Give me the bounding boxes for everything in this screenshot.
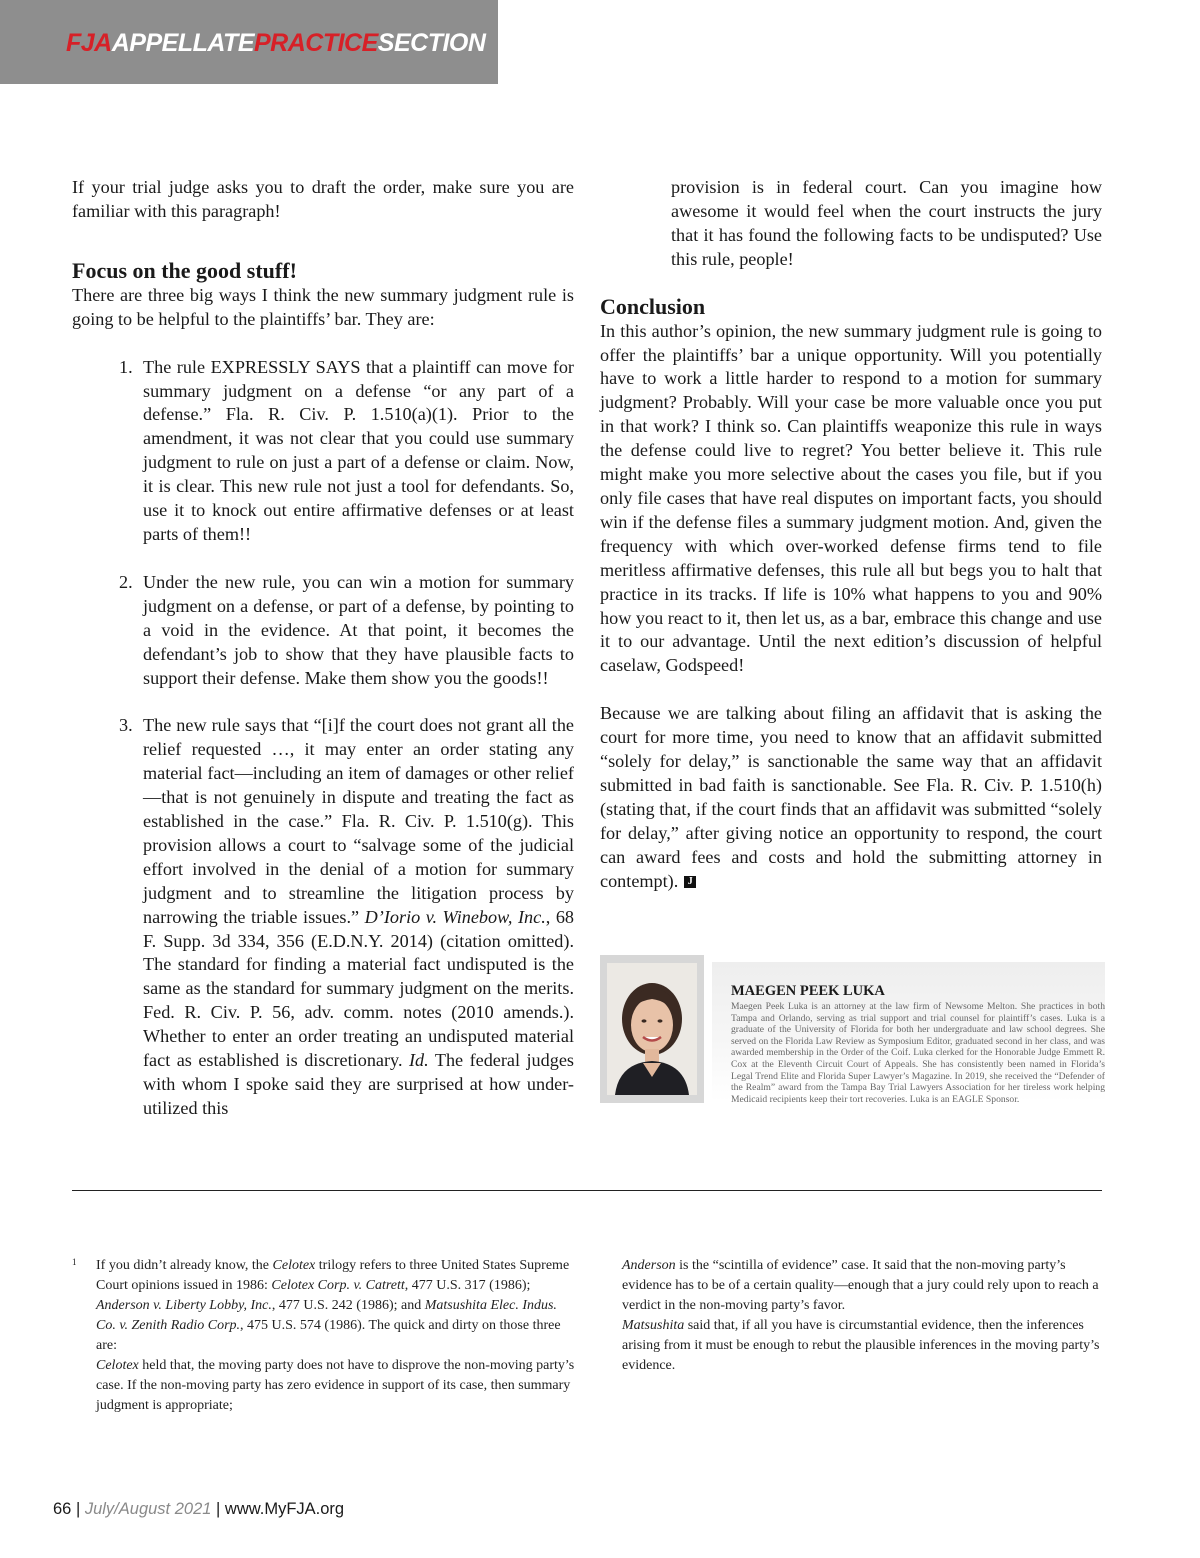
footnote-text: held that, the moving party does not have to disprove the non-moving party’s case. If the non-moving party has zero evidence in support of its case, then summary judgment is appropriate;	[96, 1358, 575, 1413]
footnote-left-column	[96, 1256, 578, 1416]
author-name: MAEGEN PEEK LUKA	[731, 983, 885, 999]
section-title	[66, 29, 485, 58]
section-title-part-practice: PRACTICE	[254, 29, 378, 57]
footnote-paragraph	[96, 1356, 578, 1416]
footer-separator: |	[216, 1500, 221, 1518]
footnote-right-column	[622, 1256, 1102, 1376]
footnote-case-name: Celotex	[272, 1258, 316, 1273]
intro-paragraph: If your trial judge asks you to draft the order, make sure you are familiar with this paragraph!	[72, 177, 574, 221]
list-item	[72, 571, 574, 691]
list-item-text-b: , 68 F. Supp. 3d 334, 356 (E.D.N.Y. 2014) (citation omitted). The standard for finding a material fact undisputed is the same as the standard for summary judgment on the merits. Fed. R. Civ. P. 56, adv. comm. notes (2010 amends.). Whether to enter an order treating an undisputed material fact as established is discretionary.	[143, 906, 575, 1071]
footnote-paragraph	[96, 1256, 578, 1356]
section-header-band	[0, 0, 498, 84]
section-title-part-section: SECTION	[377, 29, 486, 57]
footnote-paragraph	[622, 1256, 1102, 1316]
list-item	[72, 356, 574, 547]
author-portrait-icon	[607, 963, 697, 1095]
right-column	[600, 176, 1102, 893]
benefits-list	[72, 356, 574, 1121]
heading-focus-on-good-stuff: Focus on the good stuff!	[72, 257, 297, 283]
footnote-marker: 1	[72, 1257, 77, 1267]
list-item-text-c: The federal judges with whom I spoke said they are surprised at how under-utilized this	[143, 1050, 574, 1118]
footnote-text: trilogy refers to three United States Supreme Court opinions issued in 1986:	[96, 1258, 570, 1293]
end-of-article-icon: J	[684, 876, 696, 888]
footnote-paragraph	[622, 1316, 1102, 1376]
footnote-case-citation: Celotex Corp. v. Catrett	[271, 1278, 405, 1293]
footnote-text: , 477 U.S. 317 (1986);	[404, 1278, 531, 1293]
conclusion-paragraph: In this author’s opinion, the new summary judgment rule is going to offer the plaintiffs’ bar a unique opportunity. Will you potentially have to work a little harder to respond to a motion for summary judgment? Probably. Will your case be more valuable once you put in that work? I think so. Can plaintiffs weaponize this rule in ways the defense could live to regret? You better believe it. This rule might make you more selective about the cases you file, but if you only file cases that have real disputes on important facts, you should win if the defense files a summary judgment motion. And, given the frequency with which over-worked defense firms tend to file meritless affirmative defenses, this rule all but begs you to halt that practice in its tracks. If life is 10% what happens to you and 90% how you react to it, then let us, as a bar, embrace this change and use it to our advantage. Until the next edition’s discussion of helpful caselaw, Godspeed!	[600, 320, 1102, 676]
section-title-part-appellate: APPELLATE	[111, 29, 254, 57]
issue-date: July/August 2021	[84, 1500, 212, 1518]
footnote-case-name: Anderson	[622, 1258, 676, 1273]
footnote-divider	[72, 1190, 1102, 1191]
footnote-case-citation: Anderson v. Liberty Lobby, Inc.	[96, 1298, 272, 1313]
footnote-text: said that, if all you have is circumstantial evidence, then the inferences arising from it must be enough to rebut the plausible inferences in the moving party’s evidence.	[622, 1318, 1100, 1373]
affidavit-paragraph	[600, 702, 1102, 893]
list-item-number: 3.	[119, 715, 133, 736]
page-footer	[53, 1500, 344, 1519]
footnote-case-name: Celotex	[96, 1358, 139, 1373]
continuation-paragraph: provision is in federal court. Can you imagine how awesome it would feel when the court instructs the jury that it has found the following facts to be undisputed? Use this rule, people!	[671, 177, 1102, 269]
id-citation: Id.	[408, 1050, 429, 1071]
list-item-text: Under the new rule, you can win a motion for summary judgment on a defense, or part of a defense, by pointing to a void in the evidence. At that point, it becomes the defendant’s job to show that they have plausible facts to support their defense. Make them show you the goods!!	[143, 571, 574, 688]
author-bio	[731, 982, 1105, 1105]
footnote-text: If you didn’t already know, the	[96, 1258, 273, 1273]
case-citation: D’Iorio v. Winebow, Inc.	[364, 906, 546, 927]
list-item-text-a: The new rule says that “[i]f the court does not grant all the relief requested …, it may enter an order stating any material fact—including an item of damages or other relief—that is not genuinely in dispute and treating the fact as established in the case.” Fla. R. Civ. P. 1.510(g). This provision allows a court to “salvage some of the judicial effort involved in the denial of a motion for summary judgment and to streamline the litigation process by narrowing the triable issues.”	[143, 715, 574, 927]
website-url[interactable]: www.MyFJA.org	[224, 1500, 345, 1518]
author-bio-text: Maegen Peek Luka is an attorney at the law firm of Newsome Melton. She practices in both Tampa and Orlando, serving as trial support and trial counsel for plaintiff’s cases. Luka is a graduate of the University of Florida for both her undergraduate and law school degrees. She served on the Florida Law Review as Symposium Editor, graduated second in her class, and was awarded membership in the Order of the Coif. Luka clerked for the Honorable Judge Emmett R. Cox at the Eleventh Circuit Court of Appeals. She has consistently been named in Florida’s Legal Trend Elite and Florida Super Lawyer’s Magazine. In 2019, she received the “Defender of the Realm” award from the Tampa Bay Trial Lawyers Association for her tireless work helping Medicaid recipients keep their tort recoveries. Luka is an EAGLE Sponsor.	[731, 1001, 1105, 1105]
list-item-number: 1.	[119, 356, 133, 377]
affidavit-text: Because we are talking about filing an affidavit that is asking the court for more time, you need to know that an affidavit submitted “solely for delay,” is sanctionable the same way that an affidavit submitted in bad faith is sanctionable. See Fla. R. Civ. P. 1.510(h) (stating that, if the court finds that an affidavit was submitted “solely for delay,” after giving notice an opportunity to respond, the court can award fees and costs and hold the submitting attorney in contempt).	[600, 703, 1102, 891]
list-item-number: 2.	[119, 571, 133, 592]
list-item	[72, 714, 574, 1120]
author-photo	[600, 955, 704, 1103]
section-title-part-fja: FJA	[66, 29, 112, 57]
heading-conclusion: Conclusion	[600, 293, 706, 319]
footer-separator: |	[75, 1500, 81, 1518]
list-item-text: The rule EXPRESSLY SAYS that a plaintiff can move for summary judgment on a defense “or any part of a defense.” Fla. R. Civ. P. 1.510(a)(1). Prior to the amendment, it was not clear that you could use summary judgment to rule on just a part of a defense or claim. Now, it is clear. This new rule not just a tool for defendants. So, use it to knock out entire affirmative defenses or at least parts of them!!	[143, 356, 574, 544]
footnote-text: is the “scintilla of evidence” case. It said that the non-moving party’s evidence has to be of a certain quality—enough that a jury could rely upon to reach a verdict in the non-moving party’s favor.	[622, 1258, 1099, 1313]
footnote-text: , 477 U.S. 242 (1986); and	[271, 1298, 425, 1313]
left-column	[72, 176, 574, 1121]
footnote-case-name: Matsushita	[622, 1318, 685, 1333]
lead-paragraph: There are three big ways I think the new summary judgment rule is going to be helpful to the plaintiffs’ bar. They are:	[72, 284, 574, 329]
footnote-case-citation: Matsushita Elec. Indus. Co. v. Zenith Radio Corp.	[96, 1298, 557, 1333]
page-number: 66	[53, 1500, 72, 1518]
footnote-text: , 475 U.S. 574 (1986). The quick and dirty on those three are:	[96, 1318, 561, 1353]
